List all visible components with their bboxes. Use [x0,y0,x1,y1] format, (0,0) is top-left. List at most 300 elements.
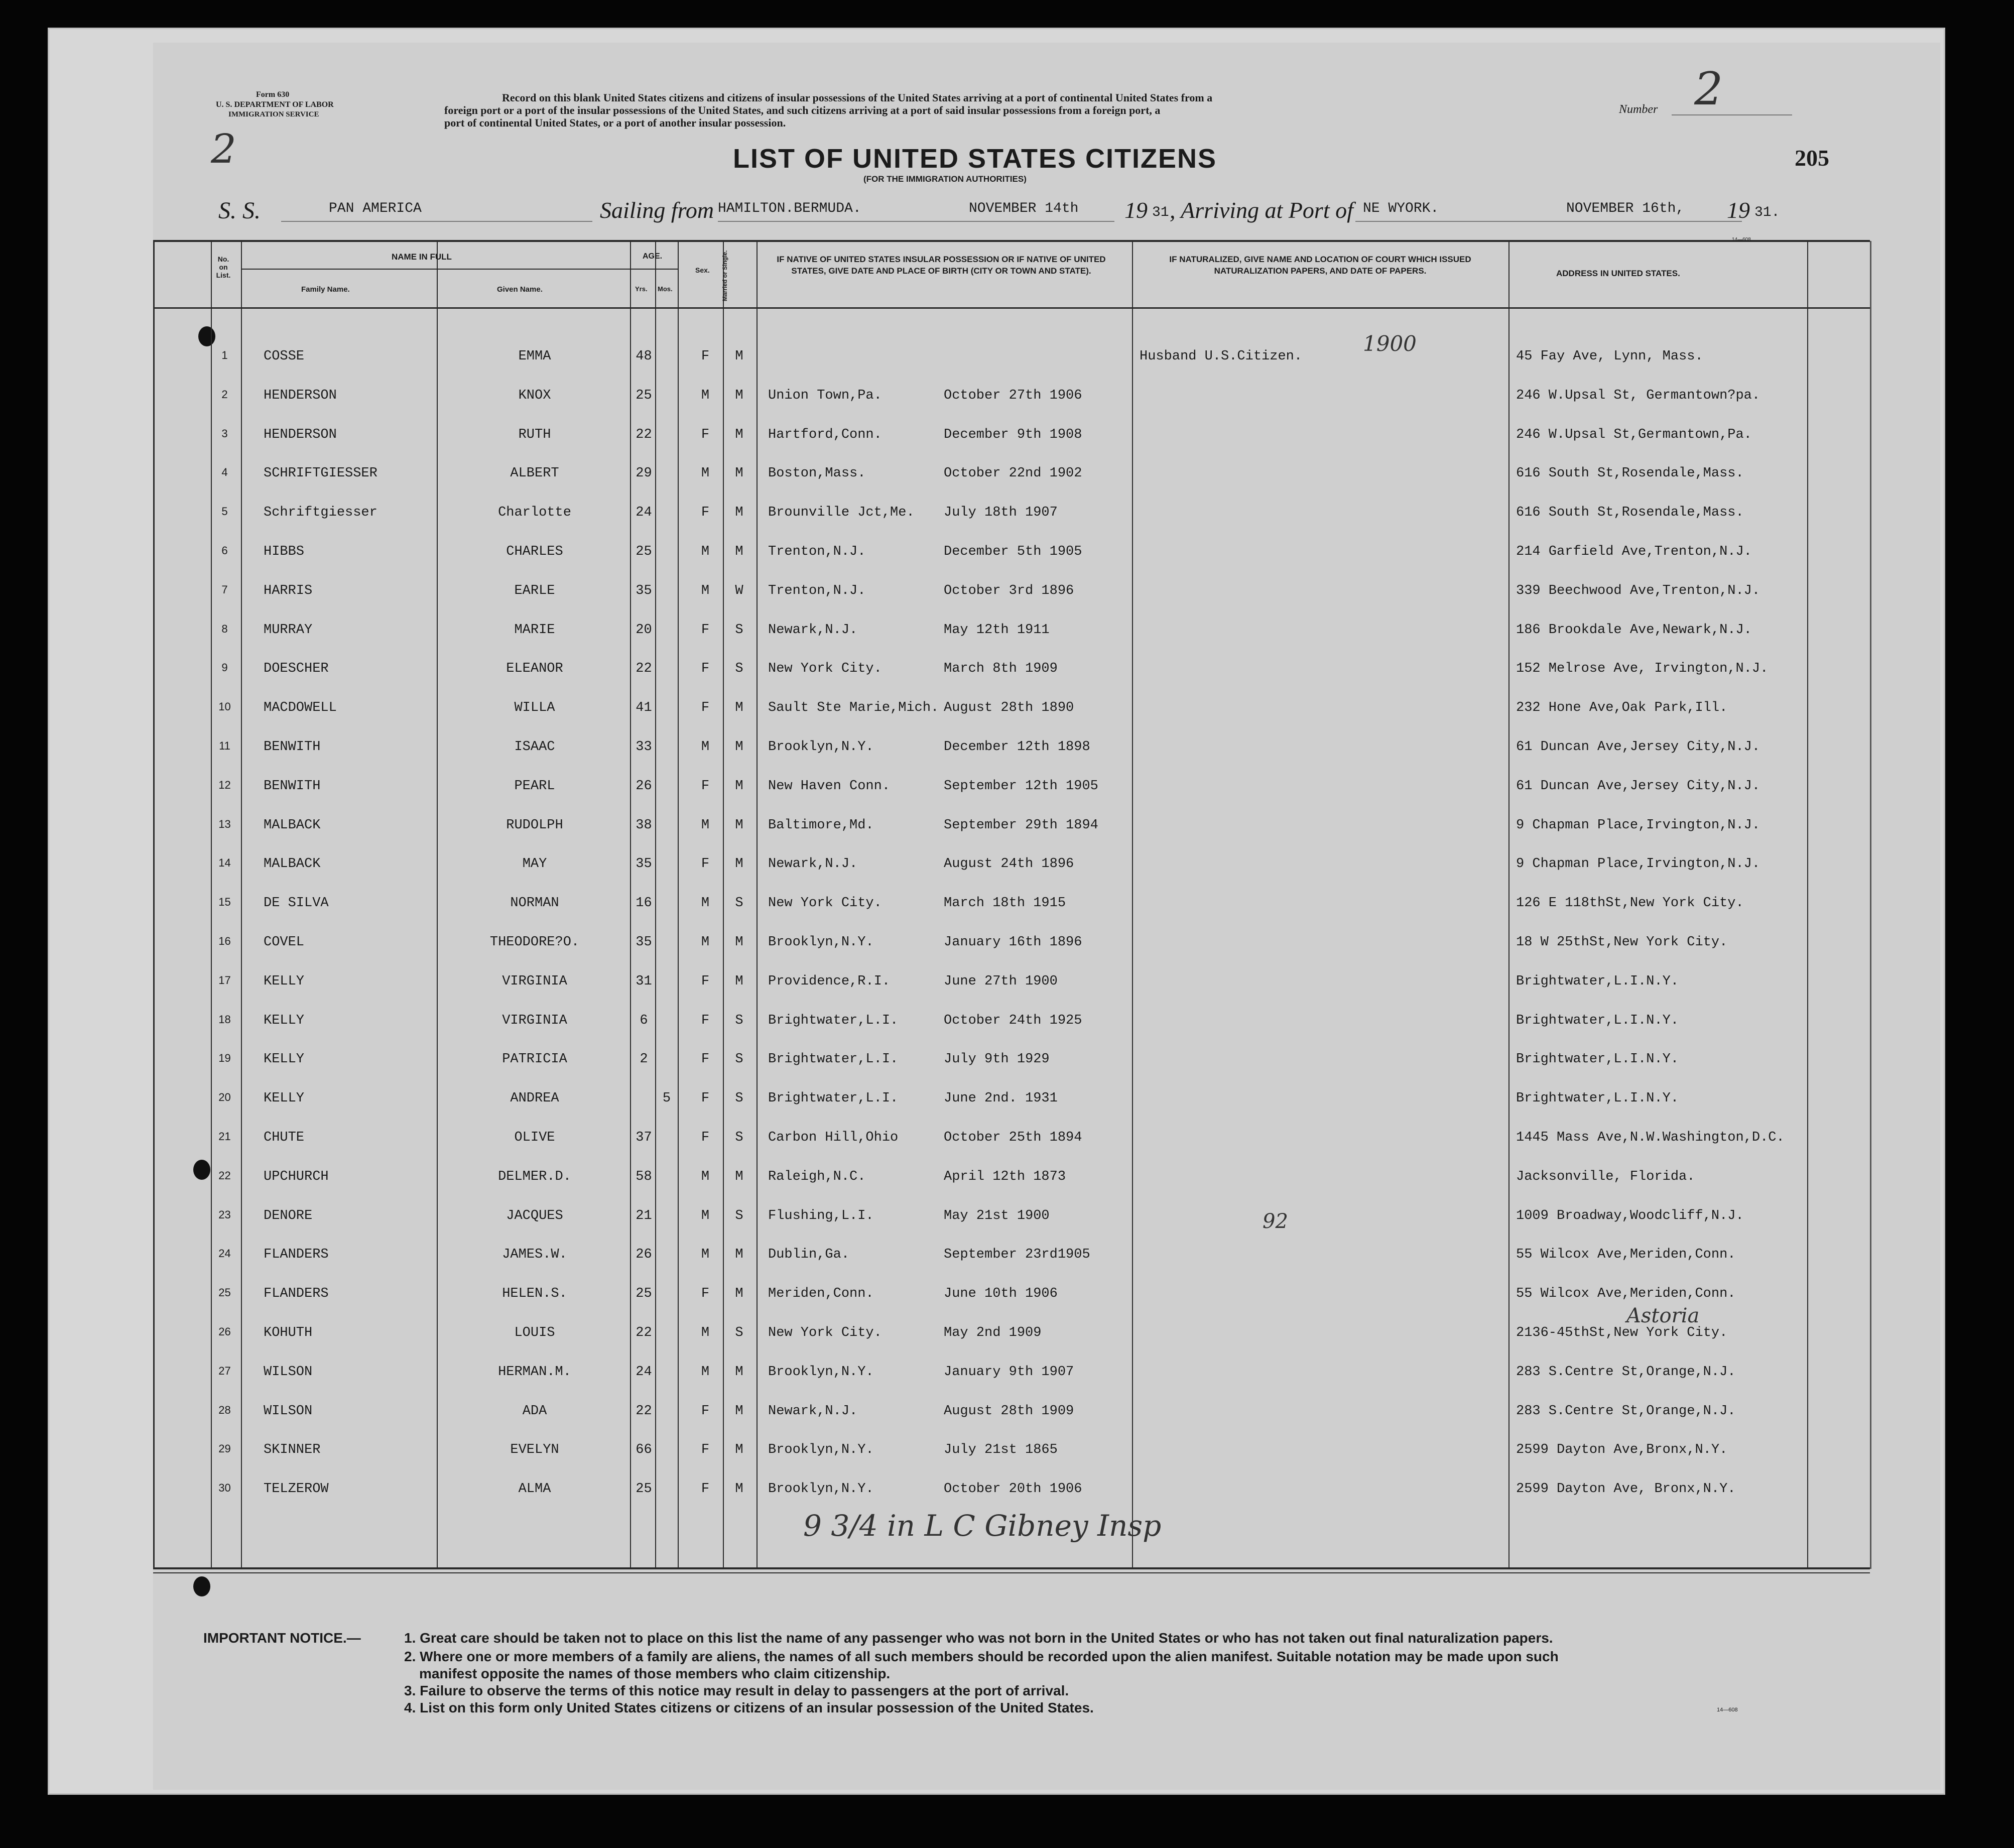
cell-place: New York City. [768,1325,882,1340]
binder-hole [193,1160,210,1180]
cell-yrs: 24 [636,1365,652,1380]
cell-yrs: 20 [636,623,652,638]
col-family-header: Family Name. [301,285,350,294]
cell-ms: S [735,1130,743,1145]
cell-date: October 20th 1906 [944,1482,1082,1497]
cell-ms: S [735,623,743,638]
cell-sex: M [701,935,710,950]
page-subtitle: (FOR THE IMMIGRATION AUTHORITIES) [863,174,1027,184]
cell-place: Dublin,Ga. [768,1247,850,1262]
cell-yrs: 24 [636,505,652,520]
cell-place: Boston,Mass. [768,466,866,481]
cell-family: KELLY [264,1091,305,1106]
cell-family: KELLY [264,1013,305,1028]
table-bottom-rule [153,1567,1870,1569]
cell-place: Brooklyn,N.Y. [768,935,874,950]
cell-place: New York City. [768,661,882,676]
cell-date: January 16th 1896 [944,935,1082,950]
cell-family: HENDERSON [264,388,337,403]
cell-given: DELMER.D. [498,1169,571,1184]
cell-given: ELEANOR [506,661,563,676]
cell-family: KELLY [264,1052,305,1067]
cell-date: June 10th 1906 [944,1286,1058,1301]
col-name-header: NAME IN FULL [392,252,452,262]
arrival-underline [1355,221,1742,222]
cell-date: September 23rd1905 [944,1247,1090,1262]
cell-no: 11 [219,740,230,752]
cell-sex: F [701,427,710,442]
cell-given: CHARLES [506,544,563,559]
cell-date: May 21st 1900 [944,1208,1050,1223]
cell-addr: 126 E 118thSt,New York City. [1516,896,1744,911]
cell-given: MARIE [514,623,555,638]
cell-family: MACDOWELL [264,700,337,715]
cell-yrs: 22 [636,1404,652,1419]
cell-place: Sault Ste Marie,Mich. [768,700,939,715]
cell-addr: 214 Garfield Ave,Trenton,N.J. [1516,544,1752,559]
binder-hole [198,326,215,346]
cell-family: COSSE [264,349,305,364]
cell-sex: M [701,1365,710,1380]
cell-addr: 18 W 25thSt,New York City. [1516,935,1728,950]
cell-no: 24 [218,1247,231,1260]
cell-addr: 616 South St,Rosendale,Mass. [1516,466,1744,481]
cell-addr: Brightwater,L.I.N.Y. [1516,1091,1679,1106]
cell-no: 15 [218,896,231,908]
cell-no: 23 [218,1208,231,1221]
cell-addr: 61 Duncan Ave,Jersey City,N.J. [1516,740,1760,755]
record-instructions-3: port of continental United States, or a port of another insular possession. [444,116,786,129]
cell-family: FLANDERS [264,1247,329,1262]
cell-given: Charlotte [498,505,571,520]
cell-no: 18 [218,1013,231,1026]
cell-addr: 9 Chapman Place,Irvington,N.J. [1516,856,1760,872]
table-top-rule [153,240,1870,242]
cell-no: 5 [221,505,228,518]
cell-family: HENDERSON [264,427,337,442]
cell-sex: F [701,1404,710,1419]
cell-no: 28 [218,1404,231,1416]
cell-sex: F [701,1286,710,1301]
cell-date: July 18th 1907 [944,505,1058,520]
cell-yrs: 25 [636,1286,652,1301]
cell-place: Raleigh,N.C. [768,1169,866,1184]
cell-date: March 8th 1909 [944,661,1058,676]
form-number: Form 630 [256,90,290,99]
cell-ms: S [735,1052,743,1067]
cell-family: Schriftgiesser [264,505,377,520]
cell-addr: 2599 Dayton Ave, Bronx,N.Y. [1516,1482,1736,1497]
cell-sex: M [701,388,710,403]
cell-place: Flushing,L.I. [768,1208,874,1223]
cell-ms: M [735,427,743,442]
cell-sex: F [701,700,710,715]
cell-date: December 12th 1898 [944,740,1090,755]
col-married-header: Married or Single. [721,250,728,301]
cell-addr: 55 Wilcox Ave,Meriden,Conn. [1516,1286,1736,1301]
cell-date: September 29th 1894 [944,818,1098,833]
cell-addr: 1009 Broadway,Woodcliff,N.J. [1516,1208,1744,1223]
handwritten-year: 1900 [1363,331,1417,356]
cell-family: FLANDERS [264,1286,329,1301]
cell-sex: M [701,896,710,911]
cell-given: RUTH [518,427,551,442]
cell-addr: 2599 Dayton Ave,Bronx,N.Y. [1516,1442,1728,1457]
arr-year-prefix: 19 [1727,197,1750,223]
cell-family: WILSON [264,1365,313,1380]
cell-family: MALBACK [264,856,321,872]
cell-ms: M [735,466,743,481]
arrival-date: NOVEMBER 16th, [1566,201,1685,216]
cell-given: LOUIS [514,1325,555,1340]
cell-yrs: 22 [636,661,652,676]
cell-given: KNOX [518,388,551,403]
column-rule [1508,241,1509,1569]
cell-ms: M [735,740,743,755]
cell-yrs: 2 [640,1052,648,1067]
cell-no: 20 [218,1091,231,1103]
cell-ms: S [735,1013,743,1028]
cell-addr: Brightwater,L.I.N.Y. [1516,974,1679,989]
cell-sex: F [701,974,710,989]
cell-sex: F [701,1013,710,1028]
cell-no: 1 [221,349,228,361]
cell-family: COVEL [264,935,305,950]
cell-family: UPCHURCH [264,1169,329,1184]
cell-ms: M [735,974,743,989]
cell-yrs: 26 [636,779,652,794]
cell-place: Brooklyn,N.Y. [768,1365,874,1380]
cell-ms: M [735,349,743,364]
cell-sex: F [701,505,710,520]
inspector-signature: 9 3/4 in L C Gibney Insp [803,1509,1162,1543]
cell-given: PATRICIA [502,1052,567,1067]
cell-addr: 283 S.Centre St,Orange,N.J. [1516,1404,1736,1419]
cell-date: June 27th 1900 [944,974,1058,989]
col-naturalized-header: IF NATURALIZED, GIVE NAME AND LOCATION OF COURT WHICH ISSUED NATURALIZATION PAPERS, AND DATE OF PAPERS. [1169,255,1471,276]
cell-given: EARLE [514,583,555,598]
cell-sex: F [701,779,710,794]
cell-sex: M [701,1208,710,1223]
cell-sex: M [701,1169,710,1184]
cell-family: TELZEROW [264,1482,329,1497]
cell-place: Trenton,N.J. [768,583,866,598]
cell-given: ANDREA [510,1091,559,1106]
cell-given: ALBERT [510,466,559,481]
cell-addr: 339 Beechwood Ave,Trenton,N.J. [1516,583,1760,598]
cell-place: Hartford,Conn. [768,427,882,442]
cell-family: HIBBS [264,544,305,559]
cell-date: December 5th 1905 [944,544,1082,559]
cell-date: June 2nd. 1931 [944,1091,1058,1106]
cell-place: Carbon Hill,Ohio [768,1130,899,1145]
cell-sex: M [701,818,710,833]
cell-place: Brightwater,L.I. [768,1013,899,1028]
cell-addr: 9 Chapman Place,Irvington,N.J. [1516,818,1760,833]
col-sex-header: Sex. [695,266,710,274]
cell-addr: 55 Wilcox Ave,Meriden,Conn. [1516,1247,1736,1262]
notice-item-4: 4. List on this form only United States citizens or citizens of an insular possession of the United States. [404,1700,1094,1715]
cell-date: October 3rd 1896 [944,583,1074,598]
binder-hole [193,1576,210,1596]
arr-year: 31. [1754,205,1780,220]
cell-sex: M [701,466,710,481]
cell-yrs: 16 [636,896,652,911]
cell-ms: M [735,388,743,403]
name-header-rule [241,269,630,270]
cell-yrs: 6 [640,1013,648,1028]
cell-ms: M [735,779,743,794]
sailing-label: Sailing from [600,197,714,223]
cell-no: 29 [218,1442,231,1455]
sail-year-prefix: 19 [1124,197,1148,223]
cell-no: 27 [218,1365,231,1377]
arriving-label: , Arriving at Port of [1170,197,1353,223]
cell-nat: Husband U.S.Citizen. [1140,349,1303,364]
cell-no: 6 [221,544,228,557]
cell-no: 4 [221,466,228,478]
cell-ms: M [735,1365,743,1380]
cell-no: 21 [218,1130,231,1143]
cell-ms: M [735,1247,743,1262]
cell-no: 16 [218,935,231,947]
cell-sex: M [701,544,710,559]
cell-ms: M [735,1482,743,1497]
cell-addr: 1445 Mass Ave,N.W.Washington,D.C. [1516,1130,1785,1145]
cell-ms: S [735,661,743,676]
col-mos-header: Mos. [658,285,673,293]
cell-no: 13 [218,818,231,830]
cell-no: 17 [218,974,231,987]
sail-year: 31 [1152,205,1169,220]
cell-family: BENWITH [264,740,321,755]
cell-given: OLIVE [514,1130,555,1145]
cell-given: MAY [522,856,547,872]
page-number: 205 [1795,145,1829,171]
cell-addr: 2136-45thSt,New York City. [1516,1325,1728,1340]
cell-no: 26 [218,1325,231,1338]
cell-family: DENORE [264,1208,313,1223]
cell-yrs: 35 [636,935,652,950]
cell-family: MALBACK [264,818,321,833]
cell-no: 12 [218,779,231,791]
sailing-port: HAMILTON.BERMUDA. [718,201,861,216]
cell-date: August 24th 1896 [944,856,1074,872]
cell-sex: M [701,583,710,598]
handwritten-astoria: Astoria [1626,1304,1700,1327]
cell-no: 8 [221,623,228,635]
cell-place: Brooklyn,N.Y. [768,740,874,755]
cell-ms: M [735,935,743,950]
cell-given: EVELYN [510,1442,559,1457]
margin-mark: 2 [211,126,236,172]
cell-given: HELEN.S. [502,1286,567,1301]
sailing-date: NOVEMBER 14th [969,201,1079,216]
table-bottom-rule-2 [153,1572,1870,1573]
cell-yrs: 58 [636,1169,652,1184]
cell-ms: M [735,1169,743,1184]
cell-given: HERMAN.M. [498,1365,571,1380]
cell-addr: Jacksonville, Florida. [1516,1169,1695,1184]
cell-given: NORMAN [510,896,559,911]
cell-date: April 12th 1873 [944,1169,1066,1184]
cell-yrs: 29 [636,466,652,481]
notice-item-3: 3. Failure to observe the terms of this notice may result in delay to passengers at the port of arrival. [404,1683,1069,1698]
cell-addr: 186 Brookdale Ave,Newark,N.J. [1516,623,1752,638]
cell-place: Brightwater,L.I. [768,1091,899,1106]
cell-no: 22 [218,1169,231,1182]
cell-family: WILSON [264,1404,313,1419]
cell-yrs: 48 [636,349,652,364]
cell-family: SCHRIFTGIESSER [264,466,377,481]
cell-yrs: 25 [636,544,652,559]
cell-given: WILLA [514,700,555,715]
cell-yrs: 26 [636,1247,652,1262]
cell-given: ISAAC [514,740,555,755]
cell-place: Brooklyn,N.Y. [768,1482,874,1497]
col-given-header: Given Name. [497,285,543,294]
cell-place: New Haven Conn. [768,779,891,794]
cell-given: ALMA [518,1482,551,1497]
cell-ms: M [735,856,743,872]
cell-no: 2 [221,388,228,401]
cell-date: May 2nd 1909 [944,1325,1042,1340]
cell-sex: F [701,1130,710,1145]
cell-ms: M [735,544,743,559]
header-bottom-rule [153,307,1870,309]
cell-given: VIRGINIA [502,1013,567,1028]
cell-addr: Brightwater,L.I.N.Y. [1516,1013,1679,1028]
cell-yrs: 31 [636,974,652,989]
column-rule [1807,241,1808,1569]
cell-addr: 616 South St,Rosendale,Mass. [1516,505,1744,520]
service-label: IMMIGRATION SERVICE [228,110,319,118]
department-label: U. S. DEPARTMENT OF LABOR [216,100,334,109]
column-rule [678,241,679,1569]
cell-no: 10 [218,700,231,713]
cell-given: JACQUES [506,1208,563,1223]
cell-yrs: 66 [636,1442,652,1457]
cell-ms: S [735,1208,743,1223]
cell-ms: M [735,818,743,833]
cell-place: Providence,R.I. [768,974,891,989]
col-age-header: AGE. [643,252,663,261]
cell-given: THEODORE?O. [489,935,580,950]
cell-given: JAMES.W. [502,1247,567,1262]
cell-place: Meriden,Conn. [768,1286,874,1301]
cell-no: 25 [218,1286,231,1299]
form-code-bottom: 14—608 [1717,1707,1738,1713]
number-label: Number [1619,103,1658,116]
cell-no: 19 [218,1052,231,1064]
cell-yrs: 25 [636,1482,652,1497]
cell-date: September 12th 1905 [944,779,1098,794]
col-no-header: No. on List. [216,255,231,279]
col-birth-header: IF NATIVE OF UNITED STATES INSULAR POSSESSION OR IF NATIVE OF UNITED STATES, GIVE DATE AND PLACE OF BIRTH (CITY OR TOWN AND STATE). [777,255,1106,276]
cell-ms: M [735,1286,743,1301]
cell-date: October 25th 1894 [944,1130,1082,1145]
cell-addr: 246 W.Upsal St,Germantown,Pa. [1516,427,1752,442]
cell-date: October 24th 1925 [944,1013,1082,1028]
cell-date: March 18th 1915 [944,896,1066,911]
column-rule [211,241,212,1569]
notice-heading: IMPORTANT NOTICE.— [203,1630,361,1646]
cell-place: Newark,N.J. [768,623,858,638]
cell-ms: S [735,1091,743,1106]
cell-family: MURRAY [264,623,313,638]
cell-yrs: 38 [636,818,652,833]
cell-yrs: 25 [636,388,652,403]
cell-ms: M [735,1404,743,1419]
col-address-header: ADDRESS IN UNITED STATES. [1556,269,1680,278]
notice-item-2a: 2. Where one or more members of a family are aliens, the names of all such members should be recorded upon the alien manifest. Suitable notation may be made upon such [404,1649,1559,1664]
cell-addr: 232 Hone Ave,Oak Park,Ill. [1516,700,1728,715]
cell-addr: Brightwater,L.I.N.Y. [1516,1052,1679,1067]
ship-name: PAN AMERICA [329,201,422,216]
cell-addr: 246 W.Upsal St, Germantown?pa. [1516,388,1760,403]
cell-no: 9 [221,661,228,674]
number-underline [1672,114,1792,115]
cell-given: VIRGINIA [502,974,567,989]
cell-ms: S [735,1325,743,1340]
cell-date: January 9th 1907 [944,1365,1074,1380]
cell-no: 14 [218,856,231,869]
cell-sex: M [701,1247,710,1262]
cell-date: July 9th 1929 [944,1052,1050,1067]
cell-no: 3 [221,427,228,440]
column-rule [153,241,155,1569]
cell-place: Brooklyn,N.Y. [768,1442,874,1457]
column-rule [757,241,758,1569]
cell-date: October 27th 1906 [944,388,1082,403]
cell-no: 30 [218,1482,231,1494]
cell-place: Brightwater,L.I. [768,1052,899,1067]
stamp-number: 92 [1263,1210,1288,1233]
cell-yrs: 35 [636,583,652,598]
arrival-port: NE WYORK. [1363,201,1439,216]
ss-label: S. S. [218,197,261,224]
cell-addr: 283 S.Centre St,Orange,N.J. [1516,1365,1736,1380]
cell-sex: M [701,1325,710,1340]
cell-family: DE SILVA [264,896,329,911]
cell-sex: F [701,1482,710,1497]
cell-place: Trenton,N.J. [768,544,866,559]
notice-item-1: 1. Great care should be taken not to place on this list the name of any passenger who was not born in the United States or who has not taken out final naturalization papers. [404,1630,1553,1646]
age-header-rule [630,269,678,270]
sailing-underline [718,221,1114,222]
cell-sex: F [701,856,710,872]
cell-date: December 9th 1908 [944,427,1082,442]
cell-sex: F [701,1052,710,1067]
column-rule [241,241,242,1569]
record-instructions-1: Record on this blank United States citizens and citizens of insular possessions of the United States arriving at a port of continental United States from a [502,91,1213,104]
cell-ms: W [735,583,743,598]
column-rule [655,241,656,1569]
cell-addr: 45 Fay Ave, Lynn, Mass. [1516,349,1703,364]
column-rule [437,241,438,1569]
cell-sex: F [701,661,710,676]
cell-ms: M [735,1442,743,1457]
cell-family: SKINNER [264,1442,321,1457]
cell-ms: M [735,700,743,715]
cell-yrs: 41 [636,700,652,715]
cell-yrs: 37 [636,1130,652,1145]
cell-place: Union Town,Pa. [768,388,882,403]
cell-given: ADA [522,1404,547,1419]
cell-no: 7 [221,583,228,596]
cell-yrs: 33 [636,740,652,755]
cell-date: May 12th 1911 [944,623,1050,638]
